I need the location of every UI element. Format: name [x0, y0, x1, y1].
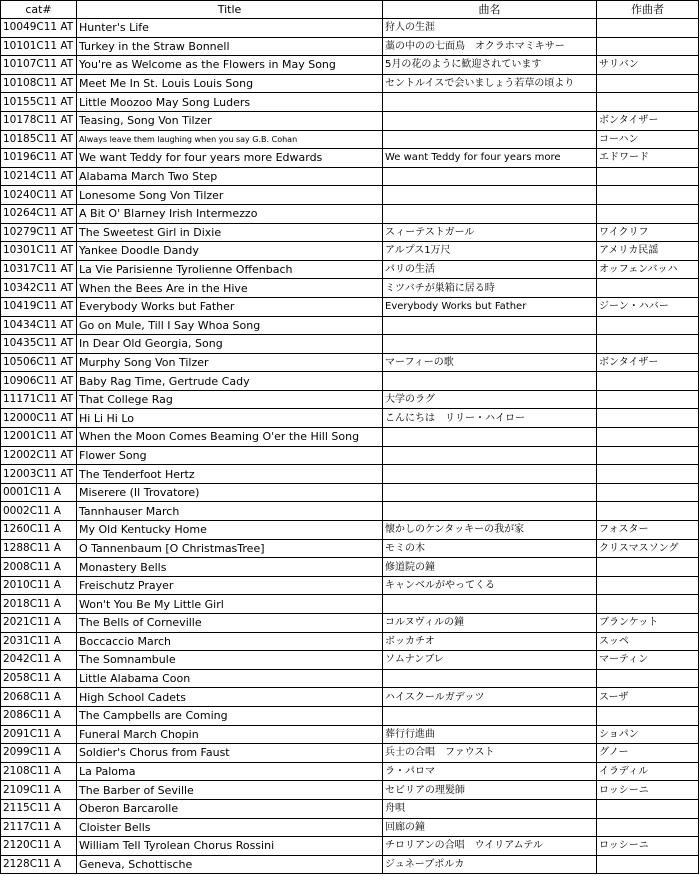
composer-cell: ボンタイザー [597, 353, 699, 372]
title-cell: You're as Welcome as the Flowers in May Song [77, 56, 383, 75]
composer-cell: サリバン [597, 56, 699, 75]
jp-title-cell: ラ・パロマ [383, 762, 597, 781]
title-cell: Yankee Doodle Dandy [77, 242, 383, 261]
composer-cell [597, 428, 699, 447]
jp-title-cell: モミの木 [383, 539, 597, 558]
composer-cell: イラディル [597, 762, 699, 781]
table-row [1, 74, 699, 93]
cat-cell: 10506C11 AT [1, 353, 77, 372]
composer-cell [597, 390, 699, 409]
jp-title-cell: ソムナンブレ [383, 651, 597, 670]
jp-title-cell: 藁の中のの七面鳥 オクラホマミキサー [383, 37, 597, 56]
composer-cell: ショパン [597, 725, 699, 744]
jp-title-cell: Everybody Works but Father [383, 297, 597, 316]
jp-title-cell: スィーテストガール [383, 223, 597, 242]
title-cell: We want Teddy for four years more Edwards [77, 149, 383, 168]
table-row [1, 483, 699, 502]
table-row [1, 446, 699, 465]
title-cell: Alabama March Two Step [77, 167, 383, 186]
title-cell: Turkey in the Straw Bonnell [77, 37, 383, 56]
jp-title-cell: 狩人の生涯 [383, 19, 597, 38]
header-row [1, 1, 699, 19]
jp-title-cell [383, 669, 597, 688]
composer-cell [597, 409, 699, 428]
composer-cell [597, 74, 699, 93]
cat-cell: 10214C11 AT [1, 167, 77, 186]
table-row [1, 855, 699, 874]
cat-cell: 10196C11 AT [1, 149, 77, 168]
composer-cell: スッペ [597, 632, 699, 651]
table-row [1, 781, 699, 800]
table-row [1, 316, 699, 335]
cat-cell: 2115C11 A [1, 799, 77, 818]
jp-title-cell: コルヌヴィルの鐘 [383, 614, 597, 633]
jp-title-cell: 兵士の合唱 ファウスト [383, 744, 597, 763]
composer-cell [597, 576, 699, 595]
table-row [1, 93, 699, 112]
jp-title-cell: 修道院の鐘 [383, 558, 597, 577]
cat-cell: 2120C11 A [1, 837, 77, 856]
jp-title-cell: こんにちは リリー・ハイロー [383, 409, 597, 428]
title-cell: Cloister Bells [77, 818, 383, 837]
cat-cell: 0001C11 A [1, 483, 77, 502]
jp-title-cell [383, 130, 597, 149]
composer-cell [597, 335, 699, 354]
jp-title-cell: 懐かしのケンタッキーの我が家 [383, 521, 597, 540]
jp-title-cell: アルプス1万尺 [383, 242, 597, 261]
composer-cell: ボンタイザー [597, 111, 699, 130]
table-row [1, 56, 699, 75]
title-cell: When the Moon Comes Beaming O'er the Hill Song [77, 428, 383, 447]
jp-title-cell: ジュネーブポルカ [383, 855, 597, 874]
table-row [1, 149, 699, 168]
jp-title-cell [383, 372, 597, 391]
cat-cell: 10108C11 AT [1, 74, 77, 93]
cat-cell: 2021C11 A [1, 614, 77, 633]
title-cell: La Paloma [77, 762, 383, 781]
table-row [1, 409, 699, 428]
jp-title-cell: 回廊の鐘 [383, 818, 597, 837]
header-title: Title [77, 1, 383, 19]
title-cell: Murphy Song Von Tilzer [77, 353, 383, 372]
cat-cell: 0002C11 A [1, 502, 77, 521]
table-row [1, 595, 699, 614]
composer-cell: ワイクリフ [597, 223, 699, 242]
table-row [1, 37, 699, 56]
jp-title-cell: ミツバチが巣箱に居る時 [383, 279, 597, 298]
jp-title-cell [383, 706, 597, 725]
composer-cell: スーザ [597, 688, 699, 707]
composer-cell: コーハン [597, 130, 699, 149]
composer-cell: ロッシーニ [597, 837, 699, 856]
title-cell: Soldier's Chorus from Faust [77, 744, 383, 763]
cat-cell: 10301C11 AT [1, 242, 77, 261]
table-row [1, 19, 699, 38]
title-cell: Baby Rag Time, Gertrude Cady [77, 372, 383, 391]
title-cell: The Barber of Seville [77, 781, 383, 800]
table-row [1, 576, 699, 595]
cat-cell: 10049C11 AT [1, 19, 77, 38]
table-row [1, 335, 699, 354]
table-row [1, 372, 699, 391]
jp-title-cell: 大学のラグ [383, 390, 597, 409]
title-cell: Lonesome Song Von Tilzer [77, 186, 383, 205]
title-cell: In Dear Old Georgia, Song [77, 335, 383, 354]
title-cell: Always leave them laughing when you say G.B. Cohan [77, 130, 383, 149]
cat-cell: 12002C11 AT [1, 446, 77, 465]
cat-cell: 2091C11 A [1, 725, 77, 744]
table-row [1, 725, 699, 744]
cat-cell: 2031C11 A [1, 632, 77, 651]
header-composer: 作曲者 [597, 1, 699, 19]
table-row [1, 186, 699, 205]
table-row [1, 204, 699, 223]
composer-cell: マーティン [597, 651, 699, 670]
composer-cell: アメリカ民謡 [597, 242, 699, 261]
table-row [1, 688, 699, 707]
table-row [1, 818, 699, 837]
cat-cell: 11171C11 AT [1, 390, 77, 409]
table-row [1, 279, 699, 298]
table-row [1, 390, 699, 409]
table-row [1, 669, 699, 688]
cat-cell: 2109C11 A [1, 781, 77, 800]
jp-title-cell: 5月の花のように歓迎されています [383, 56, 597, 75]
composer-cell: オッフェンバッハ [597, 260, 699, 279]
cat-cell: 12000C11 AT [1, 409, 77, 428]
title-cell: The Bells of Corneville [77, 614, 383, 633]
jp-title-cell [383, 446, 597, 465]
cat-cell: 10317C11 AT [1, 260, 77, 279]
title-cell: The Somnambule [77, 651, 383, 670]
table-row [1, 558, 699, 577]
table-row [1, 651, 699, 670]
table-row [1, 744, 699, 763]
composer-cell [597, 167, 699, 186]
title-cell: Teasing, Song Von Tilzer [77, 111, 383, 130]
cat-cell: 10240C11 AT [1, 186, 77, 205]
cat-cell: 10185C11 AT [1, 130, 77, 149]
table-row [1, 260, 699, 279]
jp-title-cell [383, 93, 597, 112]
cat-cell: 10101C11 AT [1, 37, 77, 56]
title-cell: Won't You Be My Little Girl [77, 595, 383, 614]
composer-cell [597, 465, 699, 484]
composer-cell [597, 279, 699, 298]
title-cell: The Tenderfoot Hertz [77, 465, 383, 484]
title-cell: Miserere (Il Trovatore) [77, 483, 383, 502]
composer-cell [597, 669, 699, 688]
table-row [1, 799, 699, 818]
title-cell: That College Rag [77, 390, 383, 409]
jp-title-cell [383, 595, 597, 614]
table-row [1, 632, 699, 651]
jp-title-cell: セビリアの理髪師 [383, 781, 597, 800]
cat-cell: 10419C11 AT [1, 297, 77, 316]
cat-cell: 12003C11 AT [1, 465, 77, 484]
cat-cell: 2086C11 A [1, 706, 77, 725]
title-cell: Funeral March Chopin [77, 725, 383, 744]
cat-cell: 2042C11 A [1, 651, 77, 670]
cat-cell: 10155C11 AT [1, 93, 77, 112]
composer-cell [597, 186, 699, 205]
table-row [1, 465, 699, 484]
title-cell: O Tannenbaum [O ChristmasTree] [77, 539, 383, 558]
title-cell: Monastery Bells [77, 558, 383, 577]
jp-title-cell: チロリアンの合唱 ウイリアムテル [383, 837, 597, 856]
title-cell: Go on Mule, Till I Say Whoa Song [77, 316, 383, 335]
table-row [1, 167, 699, 186]
jp-title-cell: パリの生活 [383, 260, 597, 279]
cat-cell: 10178C11 AT [1, 111, 77, 130]
composer-cell: フォスター [597, 521, 699, 540]
table-row [1, 428, 699, 447]
composer-cell [597, 93, 699, 112]
cat-cell: 10435C11 AT [1, 335, 77, 354]
title-cell: La Vie Parisienne Tyrolienne Offenbach [77, 260, 383, 279]
cat-cell: 2058C11 A [1, 669, 77, 688]
title-cell: The Campbells are Coming [77, 706, 383, 725]
cat-cell: 1260C11 A [1, 521, 77, 540]
cat-cell: 10279C11 AT [1, 223, 77, 242]
jp-title-cell [383, 465, 597, 484]
composer-cell: エドワード [597, 149, 699, 168]
jp-title-cell: ボッカチオ [383, 632, 597, 651]
title-cell: Hunter's Life [77, 19, 383, 38]
cat-cell: 10107C11 AT [1, 56, 77, 75]
cat-cell: 2010C11 A [1, 576, 77, 595]
composer-cell [597, 502, 699, 521]
composer-cell [597, 818, 699, 837]
jp-title-cell: セントルイスで会いましょう若草の頃より [383, 74, 597, 93]
cat-cell: 1288C11 A [1, 539, 77, 558]
title-cell: Flower Song [77, 446, 383, 465]
table-row [1, 762, 699, 781]
composer-cell: ジーン・ハバー [597, 297, 699, 316]
title-cell: High School Cadets [77, 688, 383, 707]
cat-cell: 2128C11 A [1, 855, 77, 874]
table-row [1, 614, 699, 633]
composer-cell [597, 372, 699, 391]
header-cat: cat# [1, 1, 77, 19]
cat-cell: 2099C11 A [1, 744, 77, 763]
composer-cell [597, 204, 699, 223]
table-row [1, 223, 699, 242]
table-row [1, 837, 699, 856]
jp-title-cell [383, 502, 597, 521]
title-cell: William Tell Tyrolean Chorus Rossini [77, 837, 383, 856]
cat-cell: 10434C11 AT [1, 316, 77, 335]
composer-cell: ブランケット [597, 614, 699, 633]
title-cell: Hi Li Hi Lo [77, 409, 383, 428]
table-row [1, 130, 699, 149]
composer-cell [597, 706, 699, 725]
jp-title-cell [383, 204, 597, 223]
composer-cell [597, 799, 699, 818]
composer-cell: グノー [597, 744, 699, 763]
title-cell: Everybody Works but Father [77, 297, 383, 316]
jp-title-cell: We want Teddy for four years more [383, 149, 597, 168]
title-cell: Freischutz Prayer [77, 576, 383, 595]
composer-cell: ロッシーニ [597, 781, 699, 800]
table-row [1, 539, 699, 558]
cat-cell: 2008C11 A [1, 558, 77, 577]
table-body [1, 19, 699, 874]
title-cell: My Old Kentucky Home [77, 521, 383, 540]
title-cell: The Sweetest Girl in Dixie [77, 223, 383, 242]
jp-title-cell [383, 483, 597, 502]
title-cell: Meet Me In St. Louis Louis Song [77, 74, 383, 93]
table-row [1, 297, 699, 316]
table-row [1, 242, 699, 261]
cat-cell: 10264C11 AT [1, 204, 77, 223]
jp-title-cell [383, 316, 597, 335]
jp-title-cell: 葬行行進曲 [383, 725, 597, 744]
cat-cell: 10906C11 AT [1, 372, 77, 391]
jp-title-cell: マーフィーの歌 [383, 353, 597, 372]
jp-title-cell: ハイスクールガデッツ [383, 688, 597, 707]
composer-cell [597, 595, 699, 614]
jp-title-cell: キャンベルがやってくる [383, 576, 597, 595]
composer-cell [597, 37, 699, 56]
table-row [1, 111, 699, 130]
jp-title-cell [383, 167, 597, 186]
cat-cell: 2117C11 A [1, 818, 77, 837]
composer-cell [597, 446, 699, 465]
composer-cell [597, 855, 699, 874]
jp-title-cell [383, 111, 597, 130]
jp-title-cell [383, 335, 597, 354]
composer-cell [597, 19, 699, 38]
composer-cell: クリスマスソング [597, 539, 699, 558]
table-row [1, 521, 699, 540]
cat-cell: 2068C11 A [1, 688, 77, 707]
title-cell: Oberon Barcarolle [77, 799, 383, 818]
title-cell: When the Bees Are in the Hive [77, 279, 383, 298]
composer-cell [597, 558, 699, 577]
composer-cell [597, 483, 699, 502]
jp-title-cell [383, 428, 597, 447]
title-cell: Little Moozoo May Song Luders [77, 93, 383, 112]
table-row [1, 353, 699, 372]
title-cell: Boccaccio March [77, 632, 383, 651]
jp-title-cell: 舟唄 [383, 799, 597, 818]
table-row [1, 706, 699, 725]
cat-cell: 2108C11 A [1, 762, 77, 781]
cat-cell: 12001C11 AT [1, 428, 77, 447]
composer-cell [597, 316, 699, 335]
cat-cell: 2018C11 A [1, 595, 77, 614]
cat-cell: 10342C11 AT [1, 279, 77, 298]
table-row [1, 502, 699, 521]
title-cell: Little Alabama Coon [77, 669, 383, 688]
header-jp-title: 曲名 [383, 1, 597, 19]
title-cell: Tannhauser March [77, 502, 383, 521]
jp-title-cell [383, 186, 597, 205]
title-cell: A Bit O' Blarney Irish Intermezzo [77, 204, 383, 223]
title-cell: Geneva, Schottische [77, 855, 383, 874]
